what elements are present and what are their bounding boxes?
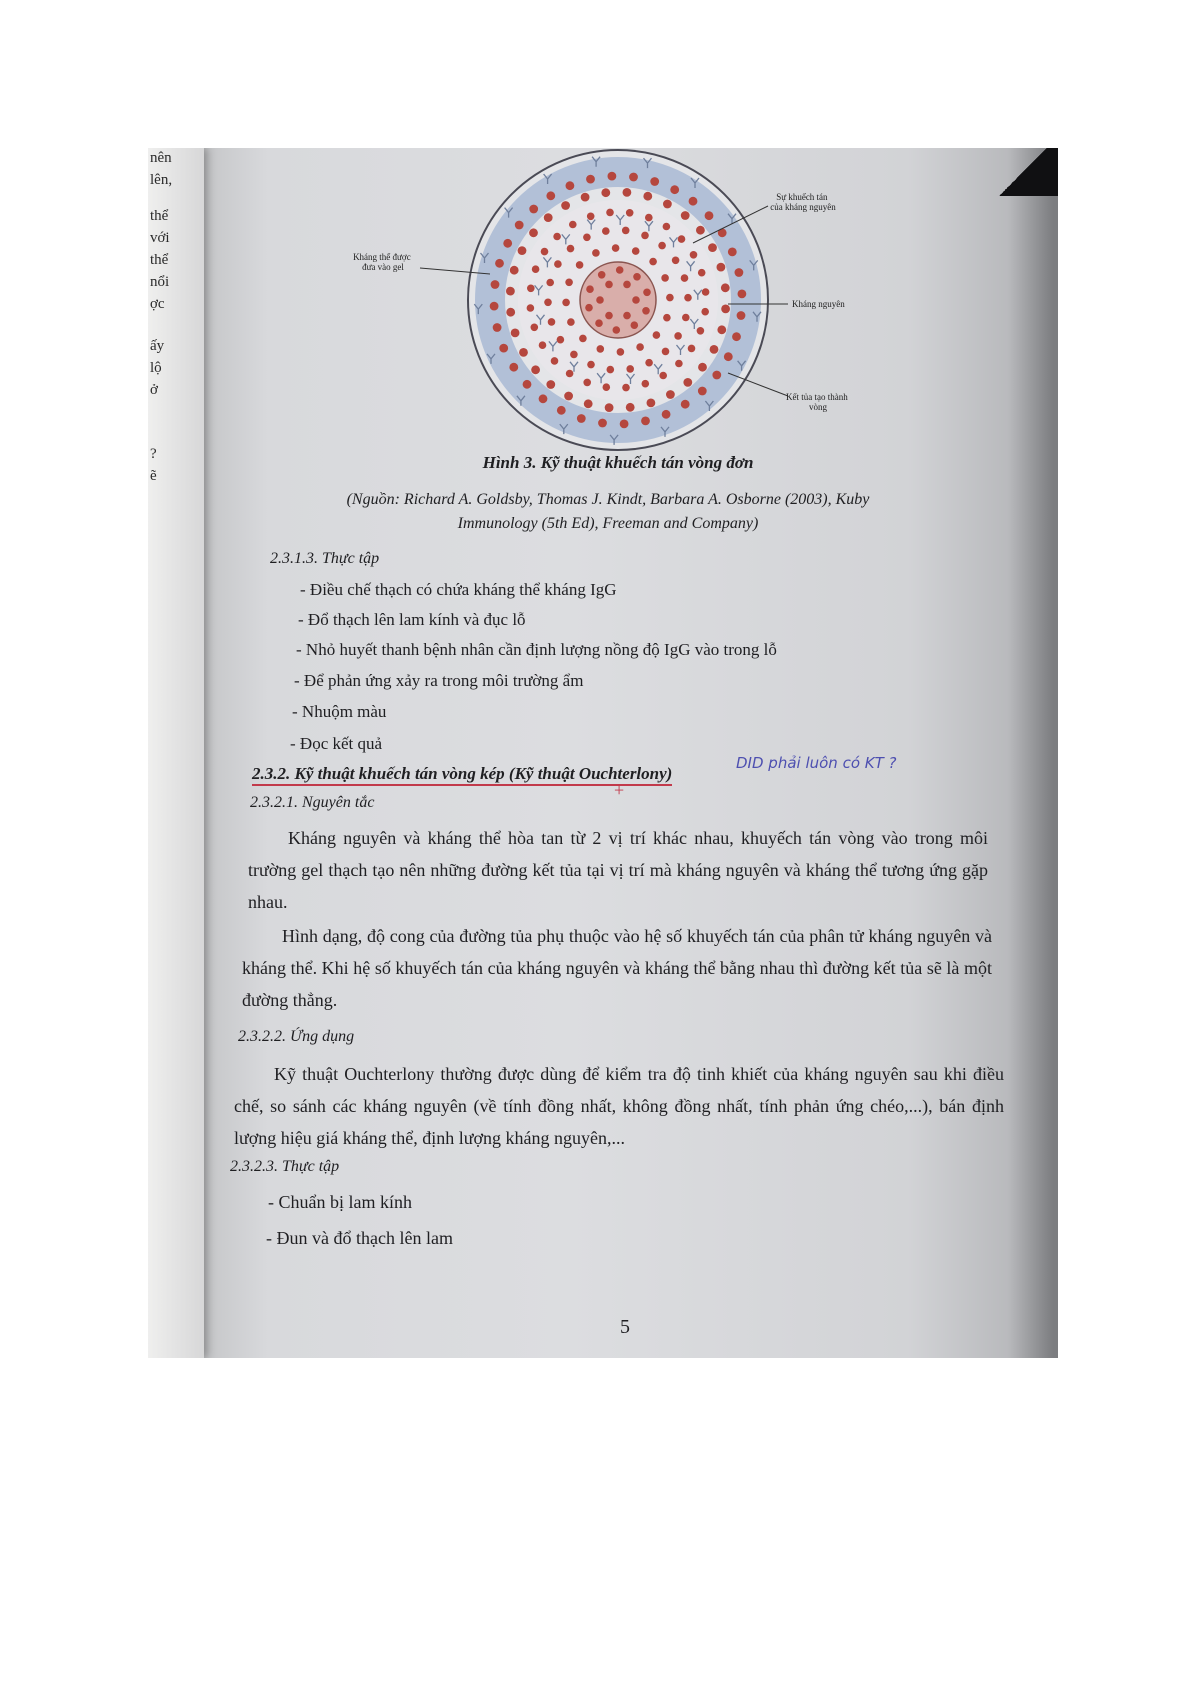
precipitate-dot [710, 345, 719, 354]
precipitate-dot [636, 343, 644, 351]
antigen-well [580, 262, 656, 338]
margin-fragment: với [150, 230, 170, 246]
precipitate-dot [683, 378, 692, 387]
precipitate-dot [632, 296, 640, 304]
precipitate-dot [612, 244, 620, 252]
heading-2-3-2-1: 2.3.2.1. Nguyên tắc [250, 794, 375, 811]
source-line-2: Immunology (5th Ed), Freeman and Company) [457, 515, 759, 532]
precipitate-dot [495, 259, 504, 268]
precipitate-dot [603, 383, 611, 391]
label-line: Sự khuếch tán [776, 192, 828, 202]
margin-fragment: ở [150, 382, 158, 398]
precipitate-dot [670, 185, 679, 194]
precipitate-dot [546, 380, 555, 389]
precipitate-dot [698, 269, 706, 277]
precipitate-dot [672, 257, 680, 265]
precipitate-dot [562, 299, 570, 307]
precipitate-dot [663, 223, 671, 231]
label-line: vòng [809, 402, 827, 412]
book-page [208, 148, 1058, 1358]
practice-step: - Nhuộm màu [292, 702, 387, 721]
precipitate-dot [503, 239, 512, 248]
precipitate-dot [509, 363, 518, 372]
precipitate-dot [531, 324, 539, 332]
precipitate-dot [523, 380, 532, 389]
precipitate-dot [531, 365, 540, 374]
precipitate-dot [587, 361, 595, 369]
precipitate-dot [689, 197, 698, 206]
precipitate-dot [605, 403, 614, 412]
precipitate-dot [595, 319, 603, 327]
left-page-edge [148, 148, 204, 1358]
precipitate-dot [608, 172, 617, 181]
precipitate-dot [616, 266, 624, 274]
precipitate-dot [491, 280, 500, 289]
precipitate-dot [607, 366, 615, 374]
precipitate-dot [662, 410, 671, 419]
photographed-book-page [148, 148, 1058, 1358]
margin-fragment: ấy [150, 338, 165, 354]
precipitate-dot [519, 348, 528, 357]
figure-label-antigen: Kháng nguyên [792, 299, 845, 309]
precipitate-dot [598, 271, 606, 279]
precipitate-dot [553, 233, 561, 241]
precipitate-dot [499, 344, 508, 353]
precipitate-dot [551, 357, 559, 365]
precipitate-dot [681, 400, 690, 409]
handwritten-mark: + [614, 780, 625, 800]
precipitate-dot [583, 234, 591, 242]
practice-step: - Nhỏ huyết thanh bệnh nhân cần định lượng nồng độ IgG vào trong lỗ [296, 640, 777, 659]
precipitate-dot [584, 399, 593, 408]
margin-fragment: ợc [150, 296, 165, 312]
precipitate-dot [585, 304, 593, 312]
heading-2-3-2-2: 2.3.2.2. Ứng dụng [238, 1028, 355, 1045]
precipitate-dot [631, 321, 639, 329]
precipitate-dot [728, 248, 737, 257]
figure-caption-source [288, 488, 928, 536]
precipitate-dot [732, 332, 741, 341]
precipitate-dot [641, 232, 649, 240]
precipitate-dot [633, 273, 641, 281]
precipitate-dot [602, 227, 610, 235]
precipitate-dot [701, 308, 709, 316]
precipitate-dot [511, 329, 520, 338]
precipitate-dot [544, 299, 552, 307]
precipitate-dot [705, 211, 714, 220]
precipitate-dot [548, 318, 556, 326]
precipitate-dot [544, 213, 553, 222]
precipitate-dot [510, 266, 519, 275]
precipitate-dot [546, 279, 554, 287]
precipitate-dot [561, 201, 570, 210]
precipitate-dot [592, 249, 600, 257]
precipitate-dot [546, 191, 555, 200]
precipitate-dot [539, 394, 548, 403]
precipitate-dot [649, 258, 657, 266]
precipitate-dot [539, 341, 547, 349]
precipitate-dot [518, 246, 527, 255]
precipitate-dot [565, 279, 573, 287]
practice-step: - Điều chế thạch có chứa kháng thể kháng IgG [300, 580, 617, 599]
precipitate-dot [666, 294, 674, 302]
precipitate-dot [702, 288, 710, 296]
precipitate-dot [688, 345, 696, 353]
precipitate-dot [647, 399, 656, 408]
figure-label-precipitate [786, 392, 850, 412]
precipitate-dot [569, 221, 577, 229]
precipitate-dot [696, 226, 705, 235]
margin-fragment: thể [150, 208, 169, 224]
precipitate-dot [596, 296, 604, 304]
precipitate-dot [529, 228, 538, 237]
margin-fragment: lộ [150, 360, 162, 376]
precipitate-dot [576, 261, 584, 269]
precipitate-dot [629, 173, 638, 182]
precipitate-dot [690, 251, 698, 259]
precipitate-dot [532, 265, 540, 273]
margin-fragment: ? [150, 446, 157, 462]
figure-label-antibody [353, 252, 413, 272]
precipitate-dot [587, 213, 595, 221]
precipitate-dot [586, 175, 595, 184]
precipitate-dot [698, 387, 707, 396]
heading-2-3-2: 2.3.2. Kỹ thuật khuếch tán vòng kép (Kỹ thuật Ouchterlony) [252, 764, 672, 786]
precipitate-dot [737, 311, 746, 320]
figure-caption-title: Hình 3. Kỹ thuật khuếch tán vòng đơn [482, 453, 754, 472]
precipitate-dot [605, 281, 613, 289]
precipitate-dot [641, 417, 650, 426]
precipitate-dot [642, 380, 650, 388]
page-number: 5 [620, 1316, 630, 1338]
paragraph-application: Kỹ thuật Ouchterlony thường được dùng để kiểm tra độ tinh khiết của kháng nguyên sau khi điều chế, so sánh các kháng nguyên (về tính đồng nhất, không đồng nhất, tính phản ứng chéo,...), bán định lượng hiệu giá kháng thể, định lượng kháng nguyên,... [234, 1064, 1004, 1148]
precipitate-dot [682, 314, 690, 322]
precipitate-dot [642, 307, 650, 315]
precipitate-dot [622, 384, 630, 392]
precipitate-dot [586, 285, 594, 293]
precipitate-dot [566, 370, 574, 378]
precipitate-dot [583, 379, 591, 387]
practice-step: - Đọc kết quả [290, 734, 383, 753]
precipitate-dot [601, 188, 610, 197]
precipitate-dot [738, 290, 747, 299]
precipitate-dot [663, 314, 671, 322]
precipitate-dot [527, 285, 535, 293]
precipitate-dot [650, 177, 659, 186]
precipitate-dot [681, 274, 689, 282]
precipitate-dot [598, 419, 607, 428]
precipitate-dot [645, 214, 653, 222]
precipitate-dot [506, 287, 515, 296]
precipitate-dot [717, 325, 726, 334]
precipitate-dot [564, 392, 573, 401]
precipitate-dot [570, 351, 578, 359]
precipitate-dot [506, 308, 515, 317]
precipitate-dot [605, 312, 613, 320]
precipitate-dot [681, 211, 690, 220]
label-line: đưa vào gel [362, 262, 404, 272]
precipitate-dot [724, 352, 733, 361]
precipitate-dot [557, 336, 565, 344]
precipitate-dot [708, 243, 717, 252]
precipitate-dot [698, 363, 707, 372]
precipitate-dot [674, 332, 682, 340]
precipitate-dot [666, 390, 675, 399]
precipitate-dot [567, 318, 575, 326]
margin-fragment: lên, [150, 172, 173, 188]
precipitate-dot [623, 312, 631, 320]
precipitate-dot [712, 371, 721, 380]
source-line-1: (Nguồn: Richard A. Goldsby, Thomas J. Kindt, Barbara A. Osborne (2003), Kuby [346, 491, 870, 508]
precipitate-dot [566, 181, 575, 190]
precipitate-dot [645, 359, 653, 367]
margin-fragment: nổi [150, 274, 170, 290]
label-line: Kết tủa tạo thành [786, 392, 848, 402]
precipitate-dot [554, 260, 562, 268]
heading-2-3-2-3: 2.3.2.3. Thực tập [230, 1158, 340, 1175]
heading-2-3-1-3: 2.3.1.3. Thực tập [270, 550, 380, 567]
precipitate-dot [632, 247, 640, 255]
precipitate-dot [557, 406, 566, 415]
precipitate-dot [490, 302, 499, 311]
precipitate-dot [678, 235, 686, 243]
precipitate-dot [623, 281, 631, 289]
precipitate-dot [663, 200, 672, 209]
precipitate-dot [541, 248, 549, 256]
margin-fragment: thể [150, 252, 169, 268]
precipitate-dot [626, 403, 635, 412]
precipitate-dot [659, 372, 667, 380]
precipitate-dot [620, 420, 629, 429]
practice-step: - Đun và đổ thạch lên lam [266, 1228, 453, 1248]
precipitate-dot [623, 188, 632, 197]
precipitate-dot [597, 345, 605, 353]
precipitate-dot [622, 227, 630, 235]
margin-fragment: ẽ [150, 468, 157, 484]
precipitate-dot [658, 242, 666, 250]
precipitate-dot [662, 348, 670, 356]
practice-step: - Để phản ứng xảy ra trong môi trường ẩm [294, 671, 584, 690]
margin-fragment: nên [150, 150, 172, 166]
precipitate-dot [567, 245, 575, 253]
precipitate-dot [493, 323, 502, 332]
precipitate-dot [613, 326, 621, 334]
precipitate-dot [661, 274, 669, 282]
label-line: Kháng thể được [353, 252, 411, 262]
precipitate-dot [581, 193, 590, 202]
precipitate-dot [527, 304, 535, 312]
precipitate-dot [684, 294, 692, 302]
precipitate-dot [735, 268, 744, 277]
precipitate-dot [529, 205, 538, 214]
label-line: của kháng nguyên [770, 202, 836, 212]
precipitate-dot [617, 348, 625, 356]
precipitate-dot [675, 360, 683, 368]
paragraph-principle-1: Kháng nguyên và kháng thể hòa tan từ 2 vị trí khác nhau, khuyếch tán vòng vào trong môi trường gel thạch tạo nên những đường kết tủa tại vị trí mà kháng nguyên và kháng thể tương ứng gặp nhau. [248, 828, 988, 912]
precipitate-dot [643, 289, 651, 297]
precipitate-dot [697, 327, 705, 335]
handwritten-note: DID phải luôn có KT ? [736, 754, 897, 772]
precipitate-dot [721, 283, 730, 292]
practice-step: - Đổ thạch lên lam kính và đục lỗ [298, 610, 526, 629]
precipitate-dot [515, 221, 524, 230]
precipitate-dot [626, 365, 634, 373]
precipitate-dot [643, 192, 652, 201]
precipitate-dot [577, 414, 586, 423]
precipitate-dot [626, 209, 634, 217]
precipitate-dot [579, 335, 587, 343]
precipitate-dot [717, 263, 726, 272]
precipitate-dot [721, 305, 730, 314]
precipitate-dot [606, 209, 614, 217]
radial-immunodiffusion-figure [208, 148, 1058, 458]
paragraph-principle-2: Hình dạng, độ cong của đường tủa phụ thuộc vào hệ số khuyếch tán của phân tử kháng nguyên và kháng thể. Khi hệ số khuyếch tán của kháng nguyên và kháng thể bằng nhau thì đường kết tủa sẽ là một đường thẳng. [242, 926, 992, 1010]
precipitate-dot [653, 331, 661, 339]
practice-step: - Chuẩn bị lam kính [268, 1192, 412, 1212]
figure-label-diffusion [770, 192, 836, 212]
